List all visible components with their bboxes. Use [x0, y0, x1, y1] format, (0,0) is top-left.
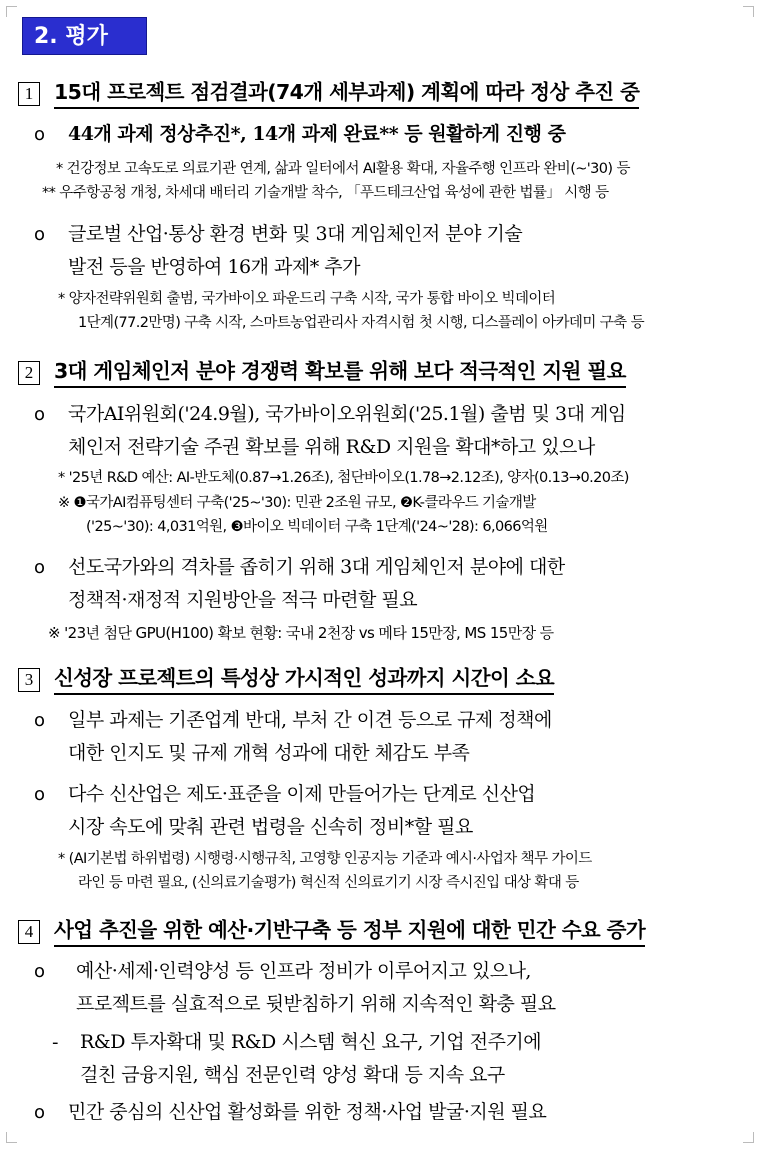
footnote: * 양자전략위원회 출범, 국가바이오 파운드리 구축 시작, 국가 통합 바이오 빅데이터: [58, 291, 556, 307]
bullet-line: 예산·세제·인력양성 등 인프라 정비가 이루어지고 있으나,: [76, 960, 531, 982]
bullet-mark: o: [34, 404, 45, 425]
bullet-line: 정책적·재정적 지원방안을 적극 마련할 필요: [68, 589, 418, 611]
heading-number: 4: [18, 920, 40, 944]
bullet-line: 글로벌 산업·통상 환경 변화 및 3대 게임체인저 분야 기술: [68, 223, 523, 245]
bullet-line: 44개 과제 정상추진*, 14개 과제 완료** 등 원활하게 진행 중: [68, 123, 566, 145]
bullet-item: [34, 955, 746, 1021]
dash-mark: -: [52, 1032, 58, 1053]
bullet-mark: o: [34, 961, 45, 982]
heading-text: 신성장 프로젝트의 특성상 가시적인 성과까지 시간이 소요: [54, 665, 554, 695]
bullet-mark: o: [34, 124, 45, 145]
heading-3: [18, 662, 746, 698]
bullet-line: 체인저 전략기술 주권 확보를 위해 R&D 지원을 확대*하고 있으나: [68, 436, 595, 458]
heading-1: [18, 76, 746, 112]
footnote: * '25년 R&D 예산: AI-반도체(0.87→1.26조), 첨단바이오(1.78→2.12조), 양자(0.13→0.20조): [58, 470, 629, 486]
bullet-item: [34, 551, 746, 617]
bullet-line: 발전 등을 반영하여 16개 과제* 추가: [68, 256, 360, 278]
bullet-line: 시장 속도에 맞춰 관련 법령을 신속히 정비*할 필요: [68, 816, 473, 838]
heading-number: 1: [18, 82, 40, 106]
bullet-line: 걸친 금융지원, 핵심 전문인력 양성 확대 등 지속 요구: [80, 1064, 505, 1086]
footnote: 1단계(77.2만명) 구축 시작, 스마트농업관리사 자격시험 첫 시행, 디스플레이 아카데미 구축 등: [78, 315, 644, 331]
corner-mark: [743, 6, 754, 17]
sub-bullet-item: [52, 1026, 746, 1092]
footnote: * (AI기본법 하위법령) 시행령·시행규칙, 고영향 인공지능 기준과 예시·사업자 책무 가이드: [58, 851, 592, 867]
bullet-mark: o: [34, 710, 45, 731]
bullet-line: 일부 과제는 기존업계 반대, 부처 간 이견 등으로 규제 정책에: [68, 709, 552, 731]
corner-mark: [6, 1132, 17, 1143]
bullet-mark: o: [34, 1102, 45, 1123]
footnote: ※ ❶국가AI컴퓨팅센터 구축('25~'30): 민관 2조원 규모, ❷K-클라우드 기술개발: [58, 495, 536, 511]
bullet-line: 선도국가와의 격차를 좁히기 위해 3대 게임체인저 분야에 대한: [68, 556, 565, 578]
footnote: 라인 등 마련 필요, (신의료기술평가) 혁신적 신의료기기 시장 즉시진입 대상 확대 등: [78, 875, 579, 891]
bullet-item: [34, 398, 746, 464]
bullet-item: [34, 1096, 746, 1129]
corner-mark: [6, 6, 17, 17]
heading-text: 15대 프로젝트 점검결과(74개 세부과제) 계획에 따라 정상 추진 중: [54, 79, 639, 109]
bullet-line: 대한 인지도 및 규제 개혁 성과에 대한 체감도 부족: [68, 742, 470, 764]
bullet-item: [34, 118, 746, 151]
bullet-mark: o: [34, 784, 45, 805]
bullet-item: [34, 218, 746, 284]
bullet-mark: o: [34, 557, 45, 578]
footnote: ('25~'30): 4,031억원, ❸바이오 빅데이터 구축 1단계('24~'28): 6,066억원: [86, 519, 548, 535]
bullet-line: 국가AI위원회('24.9월), 국가바이오위원회('25.1월) 출범 및 3대 게임: [68, 403, 626, 425]
bullet-mark: o: [34, 224, 45, 245]
corner-mark: [743, 1132, 754, 1143]
bullet-line: R&D 투자확대 및 R&D 시스템 혁신 요구, 기업 전주기에: [80, 1031, 542, 1053]
bullet-item: [34, 704, 746, 770]
footnote: ※ '23년 첨단 GPU(H100) 확보 현황: 국내 2천장 vs 메타 15만장, MS 15만장 등: [48, 624, 554, 642]
heading-2: [18, 355, 746, 391]
footnote: * 건강정보 고속도로 의료기관 연계, 삶과 일터에서 AI활용 확대, 자율주행 인프라 완비(~'30) 등: [56, 161, 630, 177]
bullet-line: 프로젝트를 실효적으로 뒷받침하기 위해 지속적인 확충 필요: [76, 993, 556, 1015]
heading-text: 사업 추진을 위한 예산·기반구축 등 정부 지원에 대한 민간 수요 증가: [54, 917, 645, 947]
section-title: 2. 평가: [22, 17, 147, 55]
bullet-line: 다수 신산업은 제도·표준을 이제 만들어가는 단계로 신산업: [68, 783, 536, 805]
heading-4: [18, 914, 746, 950]
heading-text: 3대 게임체인저 분야 경쟁력 확보를 위해 보다 적극적인 지원 필요: [54, 358, 626, 388]
footnote: ** 우주항공청 개청, 차세대 배터리 기술개발 착수, 「푸드테크산업 육성에 관한 법률」 시행 등: [42, 185, 609, 201]
heading-number: 3: [18, 668, 40, 692]
bullet-line: 민간 중심의 신산업 활성화를 위한 정책·사업 발굴·지원 필요: [68, 1101, 547, 1123]
heading-number: 2: [18, 361, 40, 385]
bullet-item: [34, 778, 746, 844]
